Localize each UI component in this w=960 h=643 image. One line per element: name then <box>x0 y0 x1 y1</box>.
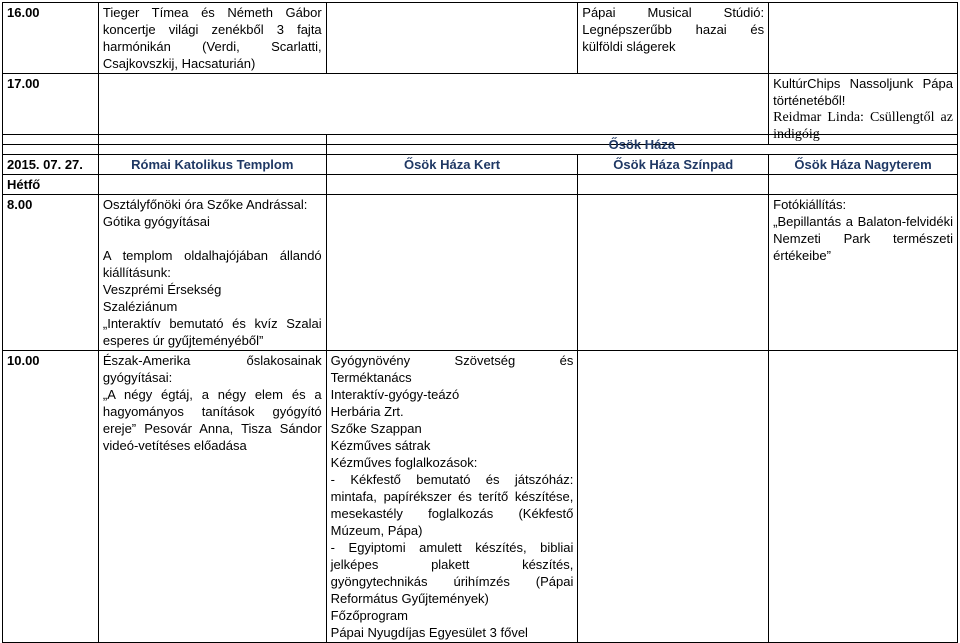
program-line: Pápai Nyugdíjas Egyesület 3 fővel <box>330 625 528 640</box>
program-title: KultúrChips Nassoljunk Pápa történetéből! <box>773 76 953 108</box>
empty-cell <box>769 351 958 643</box>
program-line: Osztályfőnöki óra Szőke Andrással: <box>102 197 308 212</box>
date-cell: 2015. 07. 27. <box>3 155 99 175</box>
program-line: Gyógynövény Szövetség és Terméktanács <box>330 353 574 385</box>
program-line: Szőke Szappan <box>330 421 422 436</box>
program-line: Interaktív-gyógy-teázó <box>330 387 460 402</box>
program-line <box>103 230 322 247</box>
table-row <box>3 155 958 175</box>
program-line: „Interaktív bemutató és kvíz Szalai esperes úr gyűjteményéből” <box>102 316 322 348</box>
program-cell <box>326 351 578 643</box>
time-cell: 17.00 <box>3 74 99 145</box>
table-row <box>3 351 958 643</box>
empty-cell <box>326 3 578 74</box>
time-cell: 16.00 <box>3 3 99 74</box>
main-schedule-table <box>2 134 958 643</box>
venue-header: Ősök Háza Nagyterem <box>769 155 958 175</box>
venue-header: Ősök Háza Kert <box>326 155 578 175</box>
venue-header: Ősök Háza Színpad <box>578 155 769 175</box>
empty-cell <box>578 195 769 351</box>
program-line: „A négy égtáj, a négy elem és a hagyományos tanítások gyógyító ereje” Pesovár Anna, Tisza Sándor videó-vetítéses előadása <box>102 387 322 453</box>
table-row <box>3 195 958 351</box>
program-line: Főzőprogram <box>330 608 408 623</box>
program-subtitle: Reidmar Linda: Csüllengtől az indigóig <box>773 110 953 142</box>
program-cell: Pápai Musical Stúdió: Legnépszerűbb hazai és külföldi slágerek <box>578 3 769 74</box>
program-line: „Bepillantás a Balaton-felvidéki Nemzeti Park természeti értékeibe” <box>773 214 953 263</box>
empty-cell <box>3 135 99 155</box>
program-cell <box>98 195 326 351</box>
time-cell: 10.00 <box>3 351 99 643</box>
program-line: Herbária Zrt. <box>330 404 404 419</box>
time-cell: 8.00 <box>3 195 99 351</box>
program-line: Veszprémi Érsekség <box>102 282 222 297</box>
program-cell: Tieger Tímea és Németh Gábor koncertje világi zenékből 3 fajta harmónikán (Verdi, Scarlatti, Csajkovszkij, Hacsaturián) <box>98 3 326 74</box>
program-cell <box>769 195 958 351</box>
empty-cell <box>578 351 769 643</box>
program-line: - Egyiptomi amulett készítés, bibliai jelképes plakett készítés, gyöngytechnikás úrihímzés (Pápai Református Gyűjtemények) <box>330 540 574 606</box>
program-line: - Kékfestő bemutató és játszóház: mintafa, papírékszer és terítő készítése, mesekastély foglalkozás (Kékfestő Múzeum, Pápa) <box>330 472 574 538</box>
table-row <box>3 175 958 195</box>
empty-cell <box>98 135 326 155</box>
empty-cell <box>326 195 578 351</box>
table-row <box>3 135 958 155</box>
day-cell: Hétfő <box>3 175 99 195</box>
top-schedule-table <box>2 2 958 145</box>
program-line: Fotókiállítás: <box>773 197 847 212</box>
empty-cell <box>326 175 578 195</box>
program-line: Észak-Amerika őslakosainak gyógyításai: <box>102 353 322 385</box>
venue-group-header: Ősök Háza <box>326 135 957 155</box>
empty-cell <box>769 3 958 74</box>
empty-cell <box>578 175 769 195</box>
empty-cell <box>769 175 958 195</box>
program-line: A templom oldalhajójában állandó kiállításunk: <box>102 248 322 280</box>
empty-cell <box>98 175 326 195</box>
program-line: Gótika gyógyításai <box>102 214 210 229</box>
program-line: Kézműves sátrak <box>330 438 431 453</box>
program-line: Szaléziánum <box>102 299 178 314</box>
program-cell <box>98 351 326 643</box>
venue-header: Római Katolikus Templom <box>98 155 326 175</box>
program-line: Kézműves foglalkozások: <box>330 455 478 470</box>
table-row <box>3 3 958 74</box>
